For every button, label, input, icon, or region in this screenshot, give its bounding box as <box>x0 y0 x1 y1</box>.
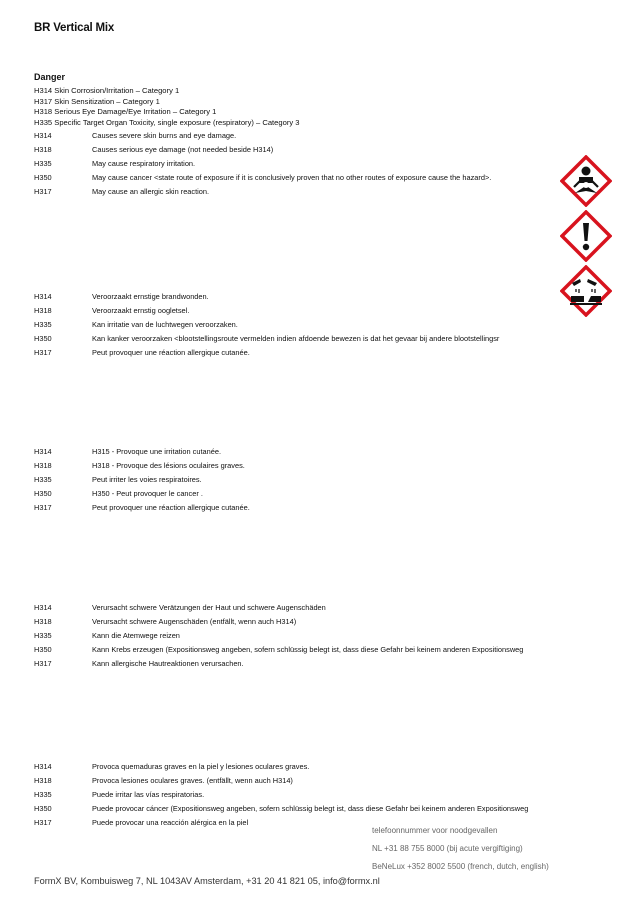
statement-text: Kann die Atemwege reizen <box>92 631 180 641</box>
corrosion-icon <box>560 265 612 317</box>
statement-text: Puede irritar las vías respiratorias. <box>92 790 205 800</box>
signal-word: Danger <box>34 72 66 82</box>
statement-text: Provoca quemaduras graves en la piel y lesiones oculares graves. <box>92 762 310 771</box>
statement-code: H350 <box>34 173 52 183</box>
statement-code: H335 <box>34 320 52 330</box>
statement-row <box>34 762 594 776</box>
statement-text: Provoca lesiones oculares graves. (entfällt, wenn auch H314) <box>92 776 293 786</box>
statement-row <box>34 447 594 461</box>
statement-row <box>34 145 594 159</box>
statement-code: H314 <box>34 131 52 140</box>
statement-code: H318 <box>34 617 52 627</box>
statement-row <box>34 187 594 201</box>
statement-code: H314 <box>34 762 52 771</box>
emergency-line: BeNeLux +352 8002 5500 (french, dutch, english) <box>372 862 549 871</box>
hazard-class: H317 Skin Sensitization – Category 1 <box>34 96 160 106</box>
statement-text: Kann Krebs erzeugen (Expositionsweg angeben, sofern schlüssig belegt ist, dass diese Gefahr bei keinem anderen Expositionsweg <box>92 645 524 655</box>
statements-de <box>34 603 594 673</box>
statement-code: H317 <box>34 187 52 197</box>
statement-row <box>34 659 594 673</box>
statement-row <box>34 776 594 790</box>
statement-row <box>34 603 594 617</box>
statement-text: H315 - Provoque une irritation cutanée. <box>92 447 222 456</box>
emergency-heading: telefoonnummer voor noodgevallen <box>372 826 498 835</box>
statement-text: May cause respiratory irritation. <box>92 159 196 169</box>
statement-row <box>34 334 594 348</box>
statement-text: Verursacht schwere Verätzungen der Haut und schwere Augenschäden <box>92 603 326 612</box>
statement-text: H350 - Peut provoquer le cancer . <box>92 489 203 499</box>
statement-row <box>34 804 594 818</box>
statement-text: May cause cancer <state route of exposure if it is conclusively proven that no other routes of exposure cause the hazard>. <box>92 173 492 183</box>
statement-row <box>34 320 594 334</box>
statement-code: H335 <box>34 790 52 800</box>
statement-row <box>34 617 594 631</box>
statement-code: H317 <box>34 503 52 513</box>
statement-text: Peut provoquer une réaction allergique cutanée. <box>92 348 250 358</box>
statements-en <box>34 131 594 201</box>
statement-text: Puede provocar cáncer (Expositionsweg angeben, sofern schlüssig belegt ist, dass diese Gefahr bei keinem anderen Expositionsweg <box>92 804 529 814</box>
statement-code: H350 <box>34 489 52 499</box>
statement-row <box>34 306 594 320</box>
statement-row <box>34 173 594 187</box>
statement-code: H318 <box>34 145 52 155</box>
statement-text: Veroorzaakt ernstig oogletsel. <box>92 306 190 316</box>
statement-text: Veroorzaakt ernstige brandwonden. <box>92 292 209 301</box>
statement-row <box>34 475 594 489</box>
statement-text: Verursacht schwere Augenschäden (entfällt, wenn auch H314) <box>92 617 297 627</box>
statement-text: Kann allergische Hautreaktionen verursachen. <box>92 659 244 669</box>
statement-code: H335 <box>34 159 52 169</box>
statement-text: Causes serious eye damage (not needed beside H314) <box>92 145 274 155</box>
statement-code: H314 <box>34 292 52 301</box>
hazard-class: H314 Skin Corrosion/Irritation – Category 1 <box>34 86 180 95</box>
health-hazard-icon <box>560 155 612 207</box>
statement-code: H335 <box>34 631 52 641</box>
statement-row <box>34 461 594 475</box>
statement-text: Kan irritatie van de luchtwegen veroorzaken. <box>92 320 238 330</box>
statement-code: H350 <box>34 334 52 344</box>
statement-text: H318 - Provoque des lésions oculaires graves. <box>92 461 245 471</box>
emergency-contact <box>372 826 549 880</box>
document-title: BR Vertical Mix <box>34 22 115 34</box>
statement-code: H317 <box>34 818 52 828</box>
statement-row <box>34 631 594 645</box>
statement-code: H350 <box>34 804 52 814</box>
statements-fr <box>34 447 594 517</box>
company-footer: FormX BV, Kombuisweg 7, NL 1043AV Amsterdam, +31 20 41 821 05, info@formx.nl <box>34 876 380 886</box>
statement-code: H314 <box>34 603 52 612</box>
statement-row <box>34 645 594 659</box>
statement-code: H350 <box>34 645 52 655</box>
statement-text: Kan kanker veroorzaken <blootstellingsroute vermelden indien afdoende bewezen is dat het gevaar bij andere blootstellingsr <box>92 334 500 344</box>
statement-code: H318 <box>34 776 52 786</box>
statement-row <box>34 292 594 306</box>
statement-text: May cause an allergic skin reaction. <box>92 187 210 197</box>
exclamation-mark-icon <box>560 210 612 262</box>
statements-es <box>34 762 594 832</box>
statement-code: H318 <box>34 461 52 471</box>
statement-row <box>34 489 594 503</box>
statements-nl <box>34 292 594 362</box>
statement-code: H335 <box>34 475 52 485</box>
statement-text: Peut provoquer une réaction allergique cutanée. <box>92 503 250 513</box>
statement-code: H317 <box>34 348 52 358</box>
statement-text: Causes severe skin burns and eye damage. <box>92 131 237 140</box>
statement-row <box>34 503 594 517</box>
statement-row <box>34 790 594 804</box>
statement-text: Puede provocar una reacción alérgica en la piel <box>92 818 249 828</box>
statement-text: Peut irriter les voies respiratoires. <box>92 475 202 485</box>
statement-row <box>34 131 594 145</box>
statement-code: H317 <box>34 659 52 669</box>
hazard-class-list <box>34 86 299 128</box>
statement-row <box>34 159 594 173</box>
emergency-line: NL +31 88 755 8000 (bij acute vergiftiging) <box>372 844 523 853</box>
statement-code: H318 <box>34 306 52 316</box>
statement-row <box>34 348 594 362</box>
statement-code: H314 <box>34 447 52 456</box>
hazard-class: H318 Serious Eye Damage/Eye Irritation – Category 1 <box>34 107 217 117</box>
hazard-class: H335 Specific Target Organ Toxicity, single exposure (respiratory) – Category 3 <box>34 117 300 127</box>
